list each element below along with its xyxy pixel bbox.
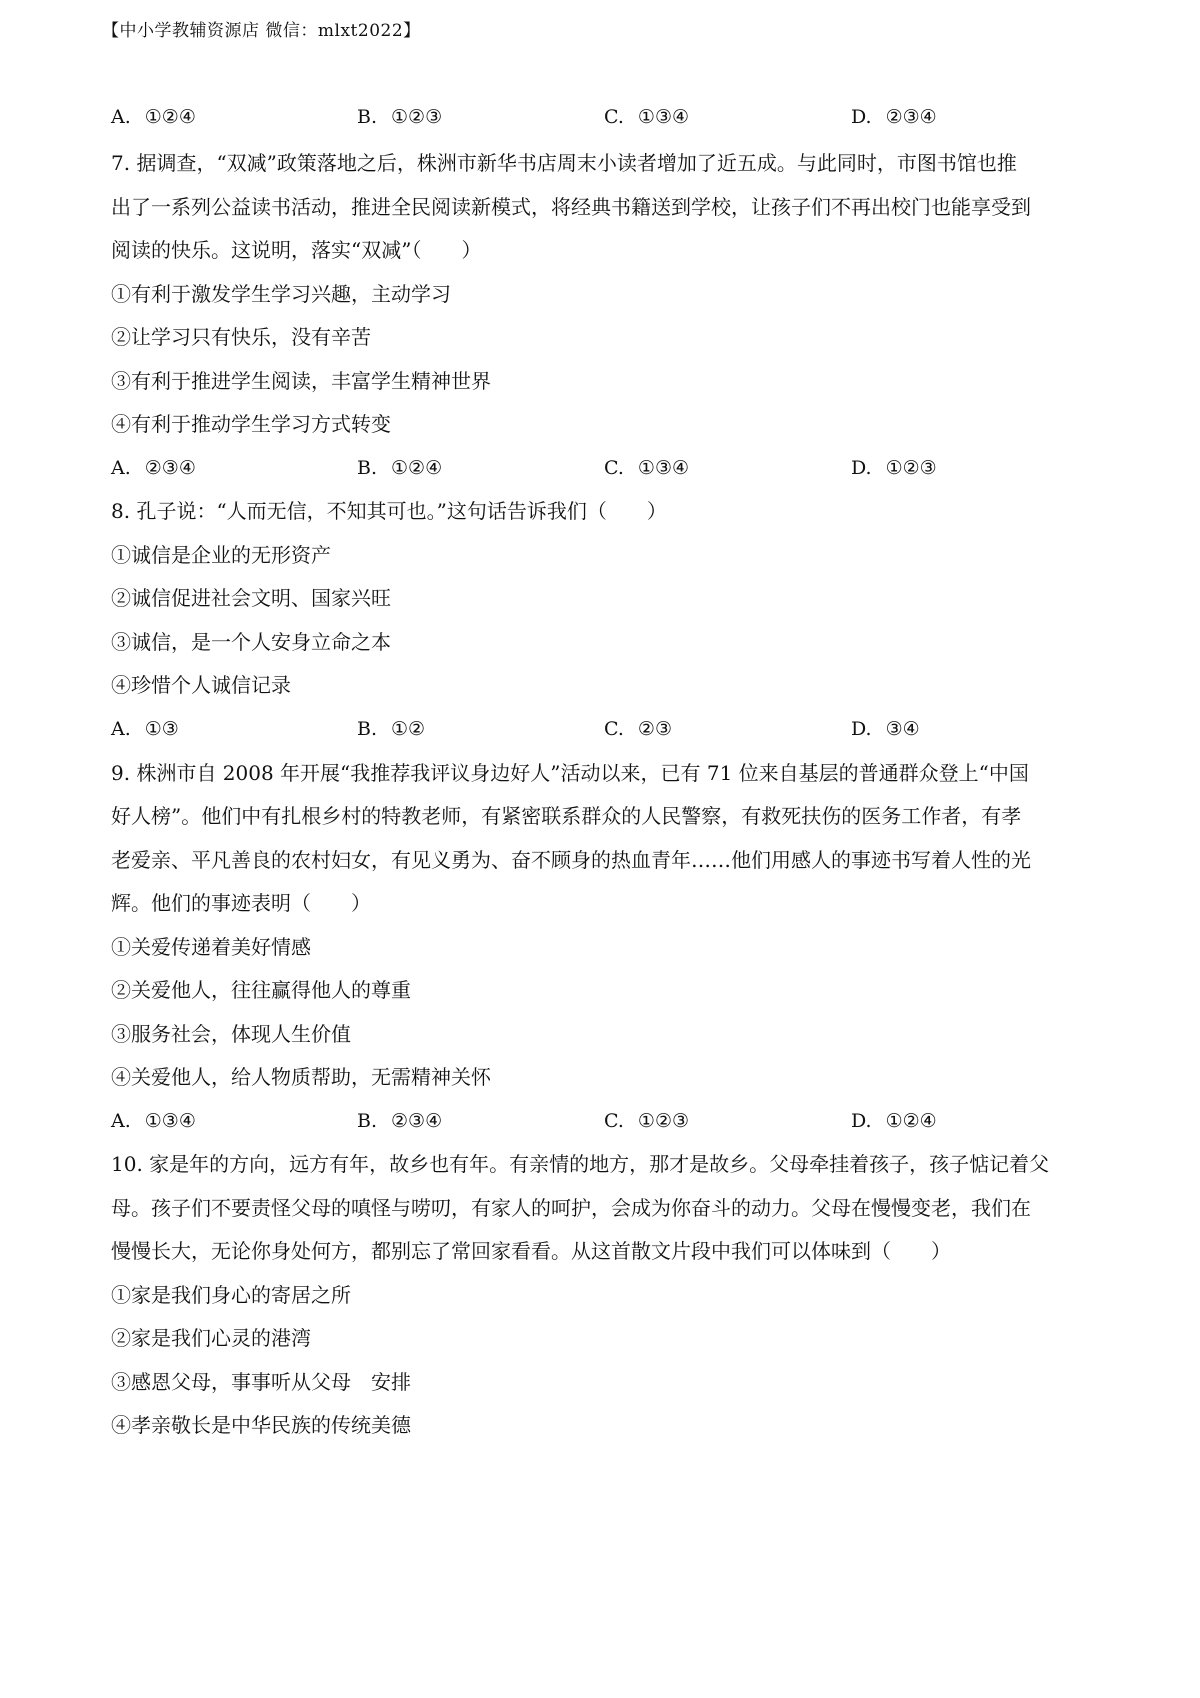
q8-option-c: C. ②③ [604,718,672,740]
q7-item: ④有利于推动学生学习方式转变 [111,412,391,436]
q10-item: ②家是我们心灵的港湾 [111,1326,311,1350]
q6-option-c: C. ①③④ [604,106,690,128]
q7-stem-line: 出了一系列公益读书活动，推进全民阅读新模式，将经典书籍送到学校，让孩子们不再出校门也能享受到 [111,195,1031,219]
q8-stem-line: 8. 孔子说：“人而无信，不知其可也。”这句话告诉我们（ ） [111,499,667,523]
q10-stem-line: 慢慢长大，无论你身处何方，都别忘了常回家看看。从这首散文片段中我们可以体味到（ ） [111,1239,951,1263]
q8-item: ②诚信促进社会文明、国家兴旺 [111,586,391,610]
q10-item: ①家是我们身心的寄居之所 [111,1283,351,1307]
q6-option-a: A. ①②④ [111,106,196,128]
q9-item: ④关爱他人，给人物质帮助，无需精神关怀 [111,1065,491,1089]
q8-item: ①诚信是企业的无形资产 [111,543,331,567]
q7-item: ②让学习只有快乐，没有辛苦 [111,325,371,349]
q6-option-b: B. ①②③ [357,106,443,128]
q7-stem-line: 7. 据调查，“双减”政策落地之后，株洲市新华书店周末小读者增加了近五成。与此同时，市图书馆也推 [111,151,1017,175]
q9-stem-line: 辉。他们的事迹表明（ ） [111,891,371,915]
q9-item: ②关爱他人，往往赢得他人的尊重 [111,978,411,1002]
q9-stem-line: 9. 株洲市自 2008 年开展“我推荐我评议身边好人”活动以来，已有 71 位来自基层的普通群众登上“中国 [111,761,1029,785]
q8-option-b: B. ①② [357,718,426,740]
q9-stem-line: 好人榜”。他们中有扎根乡村的特教老师，有紧密联系群众的人民警察，有救死扶伤的医务工作者，有孝 [111,804,1022,828]
q9-item: ③服务社会，体现人生价值 [111,1022,351,1046]
q7-options [111,454,1101,482]
q10-item: ④孝亲敬长是中华民族的传统美德 [111,1413,411,1437]
q7-item: ③有利于推进学生阅读，丰富学生精神世界 [111,369,491,393]
q8-options [111,715,1101,743]
q9-option-d: D. ①②④ [851,1110,937,1132]
q8-item: ③诚信，是一个人安身立命之本 [111,630,391,654]
q9-option-c: C. ①②③ [604,1110,690,1132]
q9-item: ①关爱传递着美好情感 [111,935,311,959]
q10-stem-line: 10. 家是年的方向，远方有年，故乡也有年。有亲情的地方，那才是故乡。父母牵挂着孩子，孩子惦记着父 [111,1152,1050,1176]
q6-option-d: D. ②③④ [851,106,937,128]
q10-item: ③感恩父母，事事听从父母 安排 [111,1370,411,1394]
q9-option-b: B. ②③④ [357,1110,443,1132]
header-watermark: 【中小学教辅资源店 微信：mlxt2022】 [102,21,421,41]
q8-item: ④珍惜个人诚信记录 [111,673,291,697]
q10-stem-line: 母。孩子们不要责怪父母的嗔怪与唠叨，有家人的呵护，会成为你奋斗的动力。父母在慢慢变老，我们在 [111,1196,1031,1220]
q7-option-c: C. ①③④ [604,457,690,479]
q7-item: ①有利于激发学生学习兴趣，主动学习 [111,282,451,306]
q7-option-d: D. ①②③ [851,457,937,479]
q6-options [111,103,1101,131]
q8-option-a: A. ①③ [111,718,179,740]
q8-option-d: D. ③④ [851,718,920,740]
q9-stem-line: 老爱亲、平凡善良的农村妇女，有见义勇为、奋不顾身的热血青年……他们用感人的事迹书写着人性的光 [111,848,1031,872]
q9-option-a: A. ①③④ [111,1110,196,1132]
q7-stem-line: 阅读的快乐。这说明，落实“双减”（ ） [111,238,482,262]
q9-options [111,1107,1101,1135]
q7-option-a: A. ②③④ [111,457,196,479]
q7-option-b: B. ①②④ [357,457,443,479]
